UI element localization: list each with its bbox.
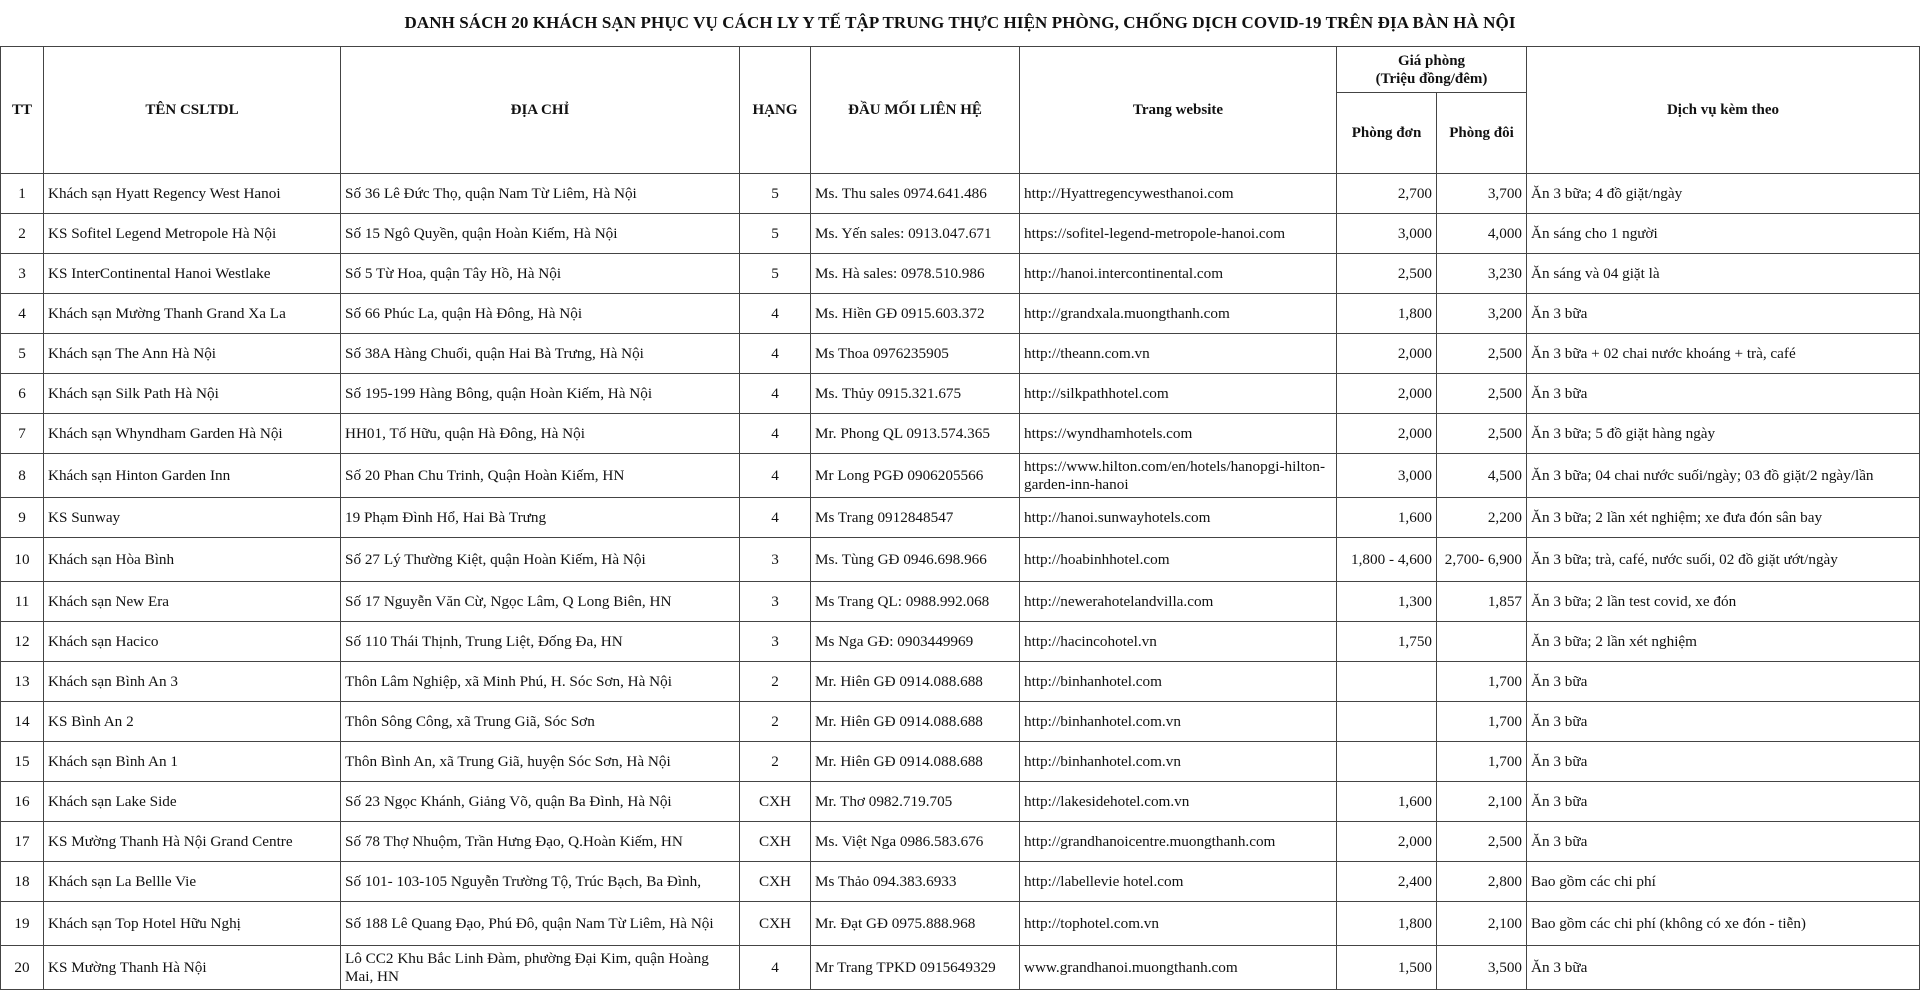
cell-rank: 4 (740, 498, 811, 538)
cell-single-price: 2,000 (1337, 822, 1437, 862)
cell-tt: 17 (1, 822, 44, 862)
cell-rank: CXH (740, 902, 811, 946)
cell-double-price: 2,100 (1437, 902, 1527, 946)
cell-double-price: 2,800 (1437, 862, 1527, 902)
cell-double-price (1437, 622, 1527, 662)
cell-double-price: 1,700 (1437, 702, 1527, 742)
cell-single-price: 3,000 (1337, 214, 1437, 254)
cell-double-price: 2,200 (1437, 498, 1527, 538)
cell-name: Khách sạn Lake Side (44, 782, 341, 822)
header-rank: HẠNG (740, 47, 811, 174)
cell-rank: 3 (740, 582, 811, 622)
cell-name: KS Sofitel Legend Metropole Hà Nội (44, 214, 341, 254)
cell-services: Ăn 3 bữa (1527, 294, 1920, 334)
cell-name: KS Mường Thanh Hà Nội Grand Centre (44, 822, 341, 862)
cell-double-price: 1,700 (1437, 742, 1527, 782)
cell-address: Số 66 Phúc La, quận Hà Đông, Hà Nội (341, 294, 740, 334)
table-row (1, 498, 1920, 538)
cell-rank: 2 (740, 662, 811, 702)
cell-address: Số 23 Ngọc Khánh, Giảng Võ, quận Ba Đình, Hà Nội (341, 782, 740, 822)
cell-services: Ăn sáng cho 1 người (1527, 214, 1920, 254)
cell-single-price: 1,750 (1337, 622, 1437, 662)
cell-rank: 5 (740, 174, 811, 214)
cell-tt: 1 (1, 174, 44, 214)
cell-double-price: 1,700 (1437, 662, 1527, 702)
cell-rank: CXH (740, 822, 811, 862)
cell-address: Số 20 Phan Chu Trinh, Quận Hoàn Kiếm, HN (341, 454, 740, 498)
cell-website: http://lakesidehotel.com.vn (1020, 782, 1337, 822)
cell-services: Ăn 3 bữa; 5 đồ giặt hàng ngày (1527, 414, 1920, 454)
cell-single-price: 2,500 (1337, 254, 1437, 294)
cell-tt: 8 (1, 454, 44, 498)
table-row (1, 294, 1920, 334)
cell-website: http://binhanhotel.com.vn (1020, 702, 1337, 742)
cell-single-price: 3,000 (1337, 454, 1437, 498)
table-row (1, 862, 1920, 902)
cell-contact: Ms Trang QL: 0988.992.068 (811, 582, 1020, 622)
cell-single-price: 2,700 (1337, 174, 1437, 214)
cell-address: HH01, Tố Hữu, quận Hà Đông, Hà Nội (341, 414, 740, 454)
cell-address: Số 188 Lê Quang Đạo, Phú Đô, quận Nam Từ Liêm, Hà Nội (341, 902, 740, 946)
cell-services: Ăn 3 bữa (1527, 374, 1920, 414)
cell-services: Ăn 3 bữa; 2 lần xét nghiệm (1527, 622, 1920, 662)
cell-address: Số 38A Hàng Chuối, quận Hai Bà Trưng, Hà Nội (341, 334, 740, 374)
cell-single-price: 1,600 (1337, 498, 1437, 538)
cell-contact: Mr Trang TPKD 0915649329 (811, 946, 1020, 990)
cell-rank: 4 (740, 334, 811, 374)
cell-double-price: 2,500 (1437, 334, 1527, 374)
cell-name: KS Bình An 2 (44, 702, 341, 742)
cell-services: Ăn 3 bữa (1527, 822, 1920, 862)
cell-contact: Ms. Yến sales: 0913.047.671 (811, 214, 1020, 254)
cell-website: https://www.hilton.com/en/hotels/hanopgi-hilton-garden-inn-hanoi (1020, 454, 1337, 498)
cell-services: Ăn 3 bữa (1527, 782, 1920, 822)
cell-single-price: 1,300 (1337, 582, 1437, 622)
cell-contact: Mr. Đạt GĐ 0975.888.968 (811, 902, 1020, 946)
table-row (1, 902, 1920, 946)
cell-tt: 14 (1, 702, 44, 742)
cell-contact: Ms. Tùng GĐ 0946.698.966 (811, 538, 1020, 582)
cell-rank: 4 (740, 414, 811, 454)
cell-single-price (1337, 742, 1437, 782)
cell-address: Số 195-199 Hàng Bông, quận Hoàn Kiếm, Hà Nội (341, 374, 740, 414)
cell-address: Số 101- 103-105 Nguyễn Trường Tộ, Trúc Bạch, Ba Đình, (341, 862, 740, 902)
cell-double-price: 4,500 (1437, 454, 1527, 498)
cell-tt: 9 (1, 498, 44, 538)
cell-contact: Mr Long PGĐ 0906205566 (811, 454, 1020, 498)
cell-rank: 4 (740, 374, 811, 414)
cell-website: www.grandhanoi.muongthanh.com (1020, 946, 1337, 990)
table-row (1, 622, 1920, 662)
cell-tt: 6 (1, 374, 44, 414)
cell-contact: Ms. Hiền GĐ 0915.603.372 (811, 294, 1020, 334)
cell-rank: 2 (740, 742, 811, 782)
cell-contact: Ms Thoa 0976235905 (811, 334, 1020, 374)
header-address: ĐỊA CHỈ (341, 47, 740, 174)
cell-double-price: 3,200 (1437, 294, 1527, 334)
cell-services: Bao gồm các chi phí (không có xe đón - tiễn) (1527, 902, 1920, 946)
cell-website: http://labellevie hotel.com (1020, 862, 1337, 902)
table-row (1, 174, 1920, 214)
cell-address: Thôn Lâm Nghiệp, xã Minh Phú, H. Sóc Sơn, Hà Nội (341, 662, 740, 702)
cell-tt: 15 (1, 742, 44, 782)
hotel-table (0, 46, 1920, 990)
cell-rank: CXH (740, 862, 811, 902)
cell-website: http://hanoi.sunwayhotels.com (1020, 498, 1337, 538)
cell-contact: Ms Trang 0912848547 (811, 498, 1020, 538)
header-price-line1: Giá phòng (1397, 52, 1466, 69)
cell-website: http://binhanhotel.com.vn (1020, 742, 1337, 782)
cell-website: http://Hyattregencywesthanoi.com (1020, 174, 1337, 214)
cell-contact: Mr. Hiên GĐ 0914.088.688 (811, 702, 1020, 742)
cell-services: Ăn 3 bữa + 02 chai nước khoáng + trà, café (1527, 334, 1920, 374)
cell-rank: 5 (740, 214, 811, 254)
cell-tt: 20 (1, 946, 44, 990)
cell-tt: 18 (1, 862, 44, 902)
cell-name: Khách sạn Hacico (44, 622, 341, 662)
cell-name: Khách sạn Hòa Bình (44, 538, 341, 582)
cell-rank: 4 (740, 294, 811, 334)
header-name: TÊN CSLTDL (44, 47, 341, 174)
cell-contact: Ms. Việt Nga 0986.583.676 (811, 822, 1020, 862)
cell-services: Ăn 3 bữa; 2 lần test covid, xe đón (1527, 582, 1920, 622)
cell-name: Khách sạn Bình An 1 (44, 742, 341, 782)
cell-tt: 4 (1, 294, 44, 334)
cell-contact: Mr. Hiên GĐ 0914.088.688 (811, 662, 1020, 702)
table-row (1, 662, 1920, 702)
table-row (1, 374, 1920, 414)
cell-contact: Ms. Hà sales: 0978.510.986 (811, 254, 1020, 294)
cell-tt: 13 (1, 662, 44, 702)
table-row (1, 582, 1920, 622)
table-row (1, 742, 1920, 782)
header-tt: TT (1, 47, 44, 174)
cell-services: Ăn 3 bữa (1527, 946, 1920, 990)
cell-single-price: 2,000 (1337, 334, 1437, 374)
cell-rank: 3 (740, 622, 811, 662)
cell-website: http://grandxala.muongthanh.com (1020, 294, 1337, 334)
cell-address: Lô CC2 Khu Bắc Linh Đàm, phường Đại Kim, quận Hoàng Mai, HN (341, 946, 740, 990)
cell-name: Khách sạn New Era (44, 582, 341, 622)
cell-services: Ăn 3 bữa; 04 chai nước suối/ngày; 03 đồ giặt/2 ngày/lần (1527, 454, 1920, 498)
cell-address: Số 17 Nguyễn Văn Cừ, Ngọc Lâm, Q Long Biên, HN (341, 582, 740, 622)
cell-address: Số 36 Lê Đức Thọ, quận Nam Từ Liêm, Hà Nội (341, 174, 740, 214)
cell-tt: 3 (1, 254, 44, 294)
document-title: DANH SÁCH 20 KHÁCH SẠN PHỤC VỤ CÁCH LY Y TẾ TẬP TRUNG THỰC HIỆN PHÒNG, CHỐNG DỊCH COVID-19 TRÊN ĐỊA BÀN HÀ NỘI (404, 13, 1516, 32)
cell-single-price: 1,600 (1337, 782, 1437, 822)
cell-address: Số 27 Lý Thường Kiệt, quận Hoàn Kiếm, Hà Nội (341, 538, 740, 582)
cell-single-price: 2,000 (1337, 414, 1437, 454)
cell-address: Số 78 Thợ Nhuộm, Trần Hưng Đạo, Q.Hoàn Kiếm, HN (341, 822, 740, 862)
cell-single-price: 1,800 (1337, 902, 1437, 946)
cell-contact: Ms Nga GĐ: 0903449969 (811, 622, 1020, 662)
cell-services: Ăn 3 bữa (1527, 742, 1920, 782)
cell-tt: 19 (1, 902, 44, 946)
cell-double-price: 2,500 (1437, 374, 1527, 414)
cell-tt: 10 (1, 538, 44, 582)
cell-address: Số 5 Từ Hoa, quận Tây Hồ, Hà Nội (341, 254, 740, 294)
cell-rank: 4 (740, 946, 811, 990)
cell-name: Khách sạn Hinton Garden Inn (44, 454, 341, 498)
cell-name: Khách sạn The Ann Hà Nội (44, 334, 341, 374)
cell-tt: 5 (1, 334, 44, 374)
cell-address: Số 15 Ngô Quyền, quận Hoàn Kiếm, Hà Nội (341, 214, 740, 254)
cell-website: http://grandhanoicentre.muongthanh.com (1020, 822, 1337, 862)
cell-website: http://hanoi.intercontinental.com (1020, 254, 1337, 294)
cell-name: Khách sạn La Bellle Vie (44, 862, 341, 902)
header-contact: ĐẦU MỐI LIÊN HỆ (811, 47, 1020, 174)
cell-website: http://silkpathhotel.com (1020, 374, 1337, 414)
cell-contact: Ms. Thu sales 0974.641.486 (811, 174, 1020, 214)
cell-single-price: 2,400 (1337, 862, 1437, 902)
cell-single-price: 1,800 - 4,600 (1337, 538, 1437, 582)
table-body (1, 174, 1920, 990)
cell-contact: Mr. Thơ 0982.719.705 (811, 782, 1020, 822)
cell-rank: 2 (740, 702, 811, 742)
cell-tt: 11 (1, 582, 44, 622)
cell-tt: 7 (1, 414, 44, 454)
cell-services: Bao gồm các chi phí (1527, 862, 1920, 902)
cell-contact: Mr. Phong QL 0913.574.365 (811, 414, 1020, 454)
cell-rank: 3 (740, 538, 811, 582)
cell-contact: Mr. Hiên GĐ 0914.088.688 (811, 742, 1020, 782)
table-row (1, 254, 1920, 294)
cell-website: http://theann.com.vn (1020, 334, 1337, 374)
cell-tt: 16 (1, 782, 44, 822)
table-row (1, 454, 1920, 498)
cell-single-price (1337, 702, 1437, 742)
cell-name: Khách sạn Silk Path Hà Nội (44, 374, 341, 414)
cell-double-price: 4,000 (1437, 214, 1527, 254)
cell-address: Số 110 Thái Thịnh, Trung Liệt, Đống Đa, HN (341, 622, 740, 662)
cell-double-price: 3,500 (1437, 946, 1527, 990)
cell-website: http://newerahotelandvilla.com (1020, 582, 1337, 622)
cell-website: http://binhanhotel.com (1020, 662, 1337, 702)
cell-double-price: 2,500 (1437, 822, 1527, 862)
cell-double-price: 3,700 (1437, 174, 1527, 214)
cell-contact: Ms Thảo 094.383.6933 (811, 862, 1020, 902)
cell-website: http://tophotel.com.vn (1020, 902, 1337, 946)
cell-single-price (1337, 662, 1437, 702)
cell-address: 19 Phạm Đình Hổ, Hai Bà Trưng (341, 498, 740, 538)
cell-tt: 2 (1, 214, 44, 254)
cell-name: Khách sạn Bình An 3 (44, 662, 341, 702)
header-double: Phòng đôi (1437, 93, 1527, 174)
cell-services: Ăn sáng và 04 giặt là (1527, 254, 1920, 294)
header-services: Dịch vụ kèm theo (1527, 47, 1920, 174)
cell-double-price: 2,500 (1437, 414, 1527, 454)
table-row (1, 782, 1920, 822)
cell-single-price: 2,000 (1337, 374, 1437, 414)
cell-services: Ăn 3 bữa; 4 đồ giặt/ngày (1527, 174, 1920, 214)
header-price-group (1337, 47, 1527, 93)
cell-single-price: 1,500 (1337, 946, 1437, 990)
cell-single-price: 1,800 (1337, 294, 1437, 334)
cell-tt: 12 (1, 622, 44, 662)
cell-contact: Ms. Thủy 0915.321.675 (811, 374, 1020, 414)
cell-website: http://hoabinhhotel.com (1020, 538, 1337, 582)
cell-website: http://hacincohotel.vn (1020, 622, 1337, 662)
cell-name: KS Mường Thanh Hà Nội (44, 946, 341, 990)
cell-rank: 5 (740, 254, 811, 294)
cell-double-price: 1,857 (1437, 582, 1527, 622)
table-row (1, 538, 1920, 582)
cell-rank: 4 (740, 454, 811, 498)
table-row (1, 214, 1920, 254)
cell-services: Ăn 3 bữa (1527, 702, 1920, 742)
cell-address: Thôn Sông Công, xã Trung Giã, Sóc Sơn (341, 702, 740, 742)
cell-name: Khách sạn Top Hotel Hữu Nghị (44, 902, 341, 946)
table-row (1, 822, 1920, 862)
cell-services: Ăn 3 bữa; trà, café, nước suối, 02 đồ giặt ướt/ngày (1527, 538, 1920, 582)
cell-services: Ăn 3 bữa; 2 lần xét nghiệm; xe đưa đón sân bay (1527, 498, 1920, 538)
table-row (1, 334, 1920, 374)
cell-name: Khách sạn Whyndham Garden Hà Nội (44, 414, 341, 454)
table-row (1, 702, 1920, 742)
cell-double-price: 2,700- 6,900 (1437, 538, 1527, 582)
header-website: Trang website (1020, 47, 1337, 174)
header-price-line2: (Triệu đồng/đêm) (1375, 70, 1488, 87)
cell-name: KS Sunway (44, 498, 341, 538)
table-row (1, 414, 1920, 454)
cell-double-price: 3,230 (1437, 254, 1527, 294)
table-row (1, 946, 1920, 990)
cell-services: Ăn 3 bữa (1527, 662, 1920, 702)
cell-rank: CXH (740, 782, 811, 822)
cell-double-price: 2,100 (1437, 782, 1527, 822)
header-single: Phòng đơn (1337, 93, 1437, 174)
cell-address: Thôn Bình An, xã Trung Giã, huyện Sóc Sơn, Hà Nội (341, 742, 740, 782)
cell-website: https://wyndhamhotels.com (1020, 414, 1337, 454)
cell-name: Khách sạn Hyatt Regency West Hanoi (44, 174, 341, 214)
cell-name: Khách sạn Mường Thanh Grand Xa La (44, 294, 341, 334)
cell-website: https://sofitel-legend-metropole-hanoi.com (1020, 214, 1337, 254)
cell-name: KS InterContinental Hanoi Westlake (44, 254, 341, 294)
